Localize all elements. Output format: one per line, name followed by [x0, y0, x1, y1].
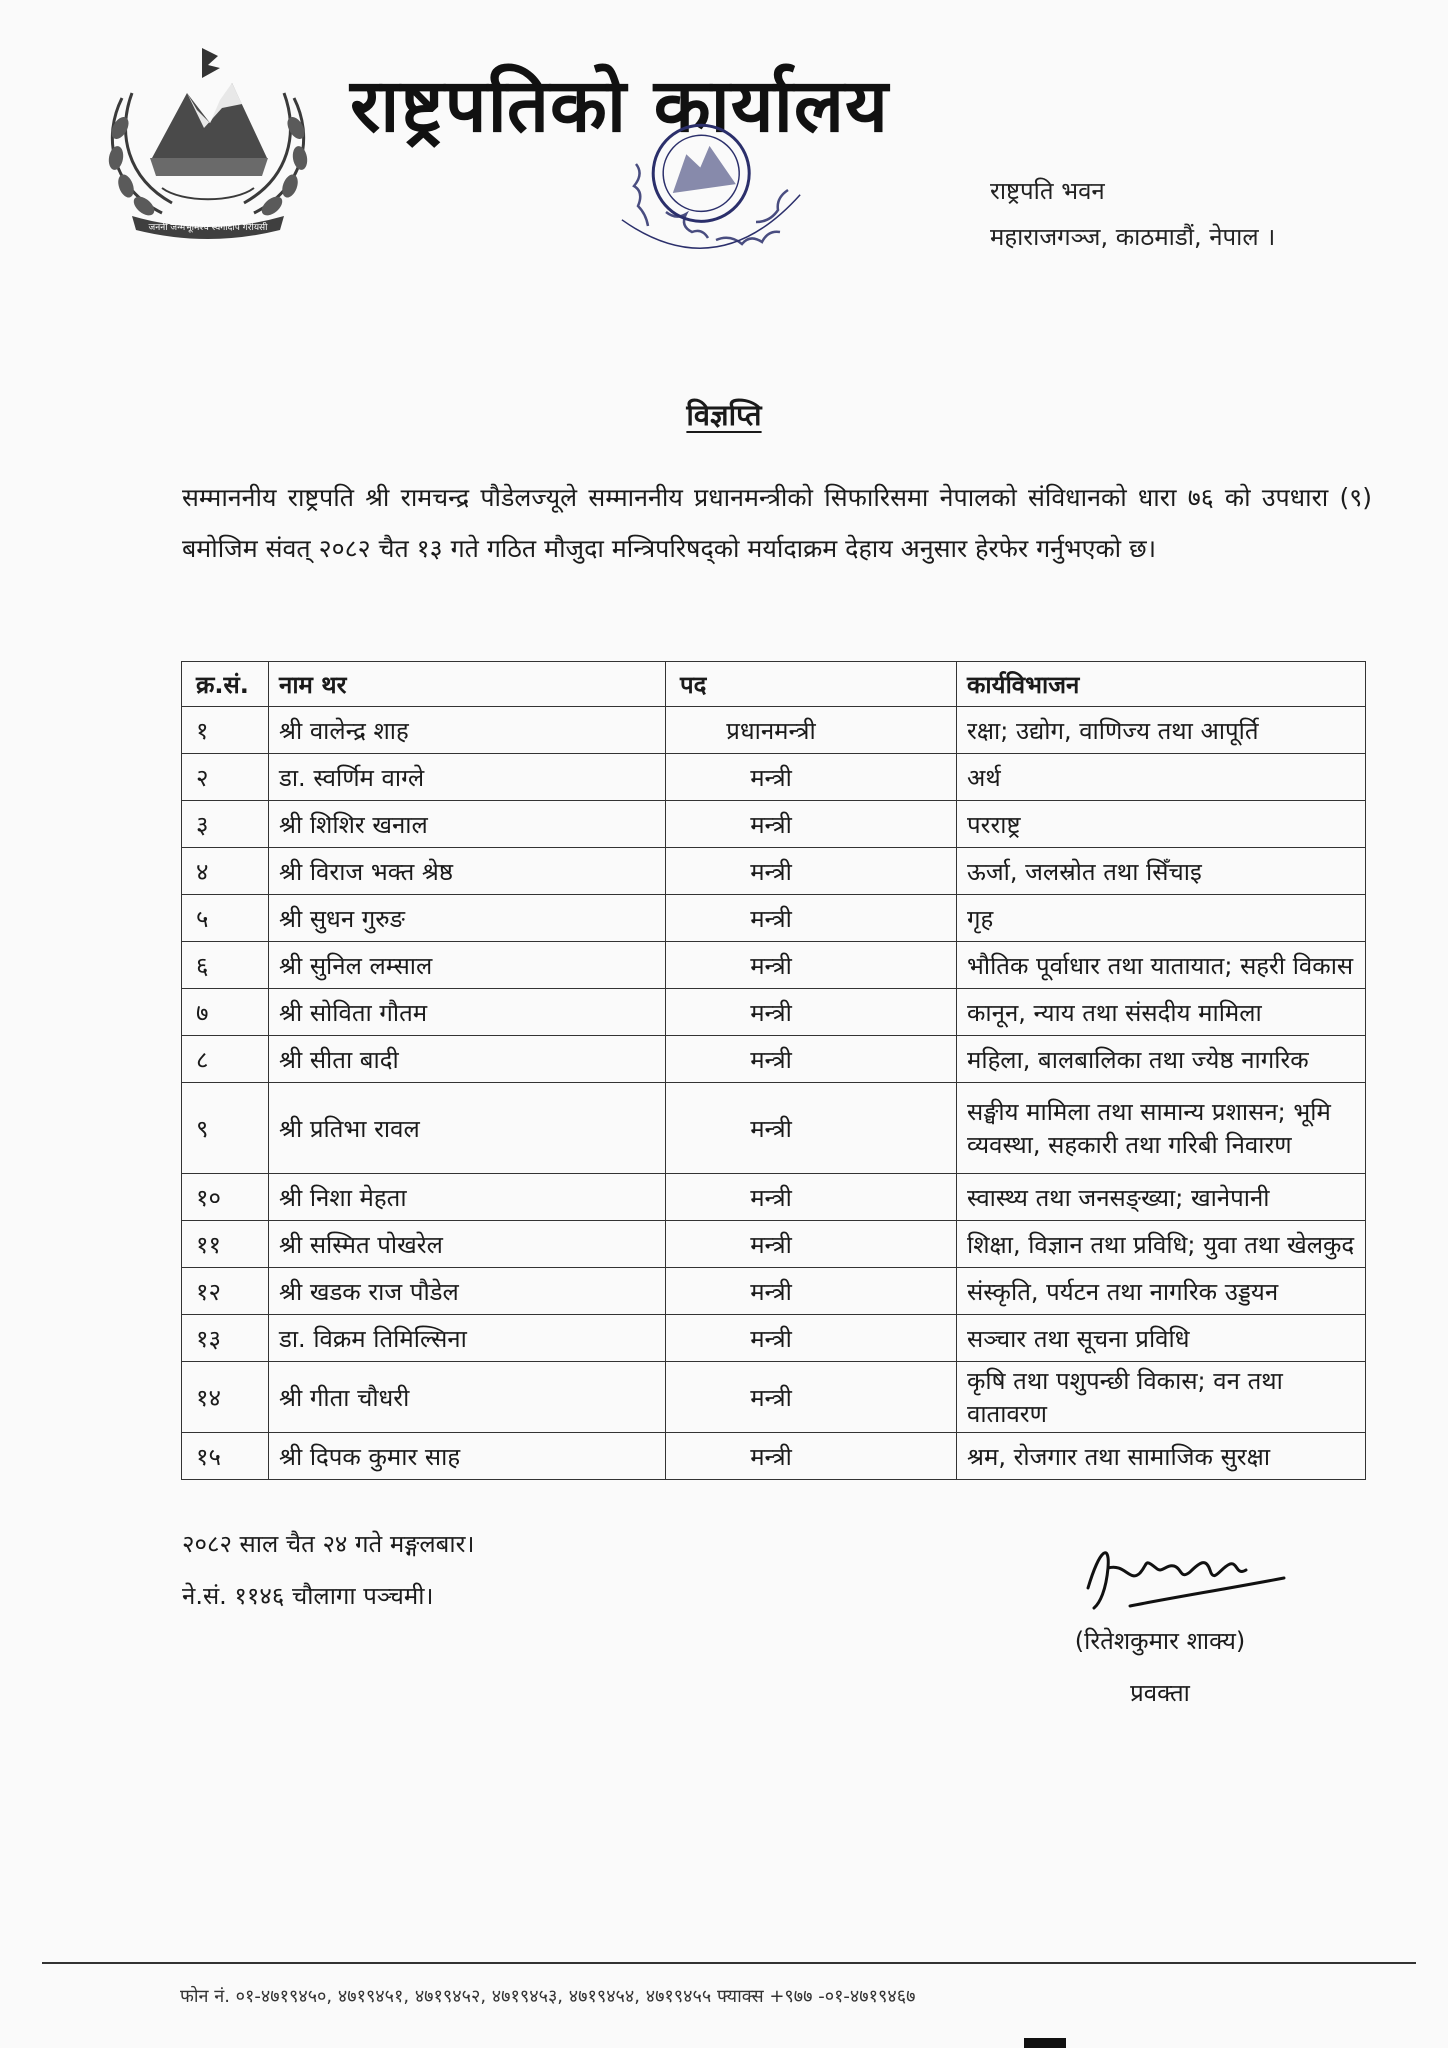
cell-post: मन्त्री — [666, 848, 957, 895]
cell-sn: ८ — [182, 1036, 269, 1083]
notice-body: सम्माननीय राष्ट्रपति श्री रामचन्द्र पौडेलज्यूले सम्माननीय प्रधानमन्त्रीको सिफारिसमा नेपालको संविधानको धारा ७६ को उपधारा (९) बमोजिम संवत् २०८२ चैत १३ गते गठित मौजुदा मन्त्रिपरिषद्को मर्यादाक्रम देहाय अनुसार हेरफेर गर्नुभएको छ। — [182, 483, 1372, 563]
cell-name: श्री प्रतिभा रावल — [269, 1083, 666, 1174]
date-ns: ने.सं. ११४६ चौलागा पञ्चमी। — [182, 1582, 434, 1610]
cell-sn: ९ — [182, 1083, 269, 1174]
cell-portfolio: कानून, न्याय तथा संसदीय मामिला — [957, 989, 1366, 1036]
table-row — [182, 895, 1366, 942]
cell-sn: १० — [182, 1174, 269, 1221]
cell-post: प्रधानमन्त्री — [666, 707, 957, 754]
signatory-designation: प्रवक्ता — [1130, 1679, 1190, 1707]
cell-portfolio: श्रम, रोजगार तथा सामाजिक सुरक्षा — [957, 1433, 1366, 1480]
cell-portfolio: भौतिक पूर्वाधार तथा यातायात; सहरी विकास — [957, 942, 1366, 989]
office-seal-icon — [606, 112, 821, 302]
cell-sn: १ — [182, 707, 269, 754]
address-line-1: राष्ट्रपति भवन — [990, 177, 1105, 205]
cell-post: मन्त्री — [666, 801, 957, 848]
cell-sn: ३ — [182, 801, 269, 848]
table-row — [182, 801, 1366, 848]
cabinet-table — [181, 661, 1366, 1480]
table-row — [182, 1221, 1366, 1268]
cell-name: श्री दिपक कुमार साह — [269, 1433, 666, 1480]
table-row — [182, 754, 1366, 801]
cell-sn: ११ — [182, 1221, 269, 1268]
cell-portfolio: कृषि तथा पशुपन्छी विकास; वन तथा वातावरण — [957, 1362, 1366, 1433]
cell-portfolio: सञ्चार तथा सूचना प्रविधि — [957, 1315, 1366, 1362]
cell-name: श्री सुनिल लम्साल — [269, 942, 666, 989]
cell-name: श्री वालेन्द्र शाह — [269, 707, 666, 754]
signature-icon — [1070, 1528, 1290, 1628]
table-row — [182, 1083, 1366, 1174]
cell-portfolio: शिक्षा, विज्ञान तथा प्रविधि; युवा तथा खेलकुद — [957, 1221, 1366, 1268]
cell-post: मन्त्री — [666, 989, 957, 1036]
column-header-sn: क्र.सं. — [182, 662, 269, 707]
cell-name: श्री विराज भक्त श्रेष्ठ — [269, 848, 666, 895]
office-address — [990, 168, 1275, 260]
cell-name: श्री सस्मित पोखरेल — [269, 1221, 666, 1268]
cell-name: श्री सुधन गुरुङ — [269, 895, 666, 942]
cell-portfolio: महिला, बालबालिका तथा ज्येष्ठ नागरिक — [957, 1036, 1366, 1083]
cell-post: मन्त्री — [666, 1362, 957, 1433]
date-block — [182, 1518, 475, 1622]
cell-post: मन्त्री — [666, 895, 957, 942]
cell-sn: १३ — [182, 1315, 269, 1362]
cell-sn: २ — [182, 754, 269, 801]
cell-portfolio: गृह — [957, 895, 1366, 942]
table-row — [182, 848, 1366, 895]
cell-post: मन्त्री — [666, 1174, 957, 1221]
cell-name: श्री सोविता गौतम — [269, 989, 666, 1036]
table-row — [182, 1174, 1366, 1221]
footer-divider — [42, 1962, 1416, 1964]
cell-name: डा. विक्रम तिमिल्सिना — [269, 1315, 666, 1362]
national-emblem-icon — [92, 38, 324, 243]
cell-sn: ५ — [182, 895, 269, 942]
cell-portfolio: ऊर्जा, जलस्रोत तथा सिँचाइ — [957, 848, 1366, 895]
cell-sn: १२ — [182, 1268, 269, 1315]
cell-portfolio: अर्थ — [957, 754, 1366, 801]
table-row — [182, 1433, 1366, 1480]
cell-post: मन्त्री — [666, 1221, 957, 1268]
cell-sn: ४ — [182, 848, 269, 895]
cell-name: डा. स्वर्णिम वाग्ले — [269, 754, 666, 801]
column-header-post: पद — [666, 662, 957, 707]
cell-name: श्री निशा मेहता — [269, 1174, 666, 1221]
cell-portfolio: स्वास्थ्य तथा जनसङ्ख्या; खानेपानी — [957, 1174, 1366, 1221]
column-header-name: नाम थर — [269, 662, 666, 707]
table-row — [182, 989, 1366, 1036]
cell-post: मन्त्री — [666, 1268, 957, 1315]
cell-post: मन्त्री — [666, 1315, 957, 1362]
cell-name: श्री गीता चौधरी — [269, 1362, 666, 1433]
cell-post: मन्त्री — [666, 754, 957, 801]
signatory-name: (रितेशकुमार शाक्य) — [1074, 1627, 1246, 1655]
footer-contact: फोन नं. ०१-४७१९४५०, ४७१९४५१, ४७१९४५२, ४७१९४५३, ४७१९४५४, ४७१९४५५ फ्याक्स +९७७ -०१-४७१९४६७ — [180, 1986, 916, 2007]
notice-title-wrap — [0, 395, 1448, 434]
cell-sn: १४ — [182, 1362, 269, 1433]
cell-name: श्री खडक राज पौडेल — [269, 1268, 666, 1315]
table-row — [182, 1268, 1366, 1315]
cell-sn: १५ — [182, 1433, 269, 1480]
cell-post: मन्त्री — [666, 942, 957, 989]
table-header-row — [182, 662, 1366, 707]
cell-post: मन्त्री — [666, 1433, 957, 1480]
date-bs: २०८२ साल चैत २४ गते मङ्गलबार। — [182, 1530, 475, 1558]
page-marker — [1024, 2038, 1066, 2048]
cell-portfolio: रक्षा; उद्योग, वाणिज्य तथा आपूर्ति — [957, 707, 1366, 754]
table-row — [182, 1315, 1366, 1362]
cell-name: श्री सीता बादी — [269, 1036, 666, 1083]
table-row — [182, 1362, 1366, 1433]
cell-sn: ७ — [182, 989, 269, 1036]
cell-portfolio: संस्कृति, पर्यटन तथा नागरिक उड्डयन — [957, 1268, 1366, 1315]
address-line-2: महाराजगञ्ज, काठमाडौं, नेपाल । — [990, 223, 1276, 251]
cell-post: मन्त्री — [666, 1083, 957, 1174]
cell-post: मन्त्री — [666, 1036, 957, 1083]
cabinet-table-body — [182, 707, 1366, 1480]
notice-title: विज्ञप्ति — [686, 398, 762, 432]
cell-portfolio: परराष्ट्र — [957, 801, 1366, 848]
cell-name: श्री शिशिर खनाल — [269, 801, 666, 848]
cell-sn: ६ — [182, 942, 269, 989]
cell-portfolio: सङ्घीय मामिला तथा सामान्य प्रशासन; भूमि व्यवस्था, सहकारी तथा गरिबी निवारण — [957, 1083, 1366, 1174]
table-row — [182, 707, 1366, 754]
table-row — [182, 942, 1366, 989]
table-row — [182, 1036, 1366, 1083]
column-header-portfolio: कार्यविभाजन — [957, 662, 1366, 707]
office-title: राष्ट्रपतिको कार्यालय — [350, 63, 889, 149]
emblem-caption: जननी जन्मभूमिश्च स्वर्गादपि गरीयसी — [148, 223, 268, 233]
signatory-block — [1040, 1615, 1280, 1719]
